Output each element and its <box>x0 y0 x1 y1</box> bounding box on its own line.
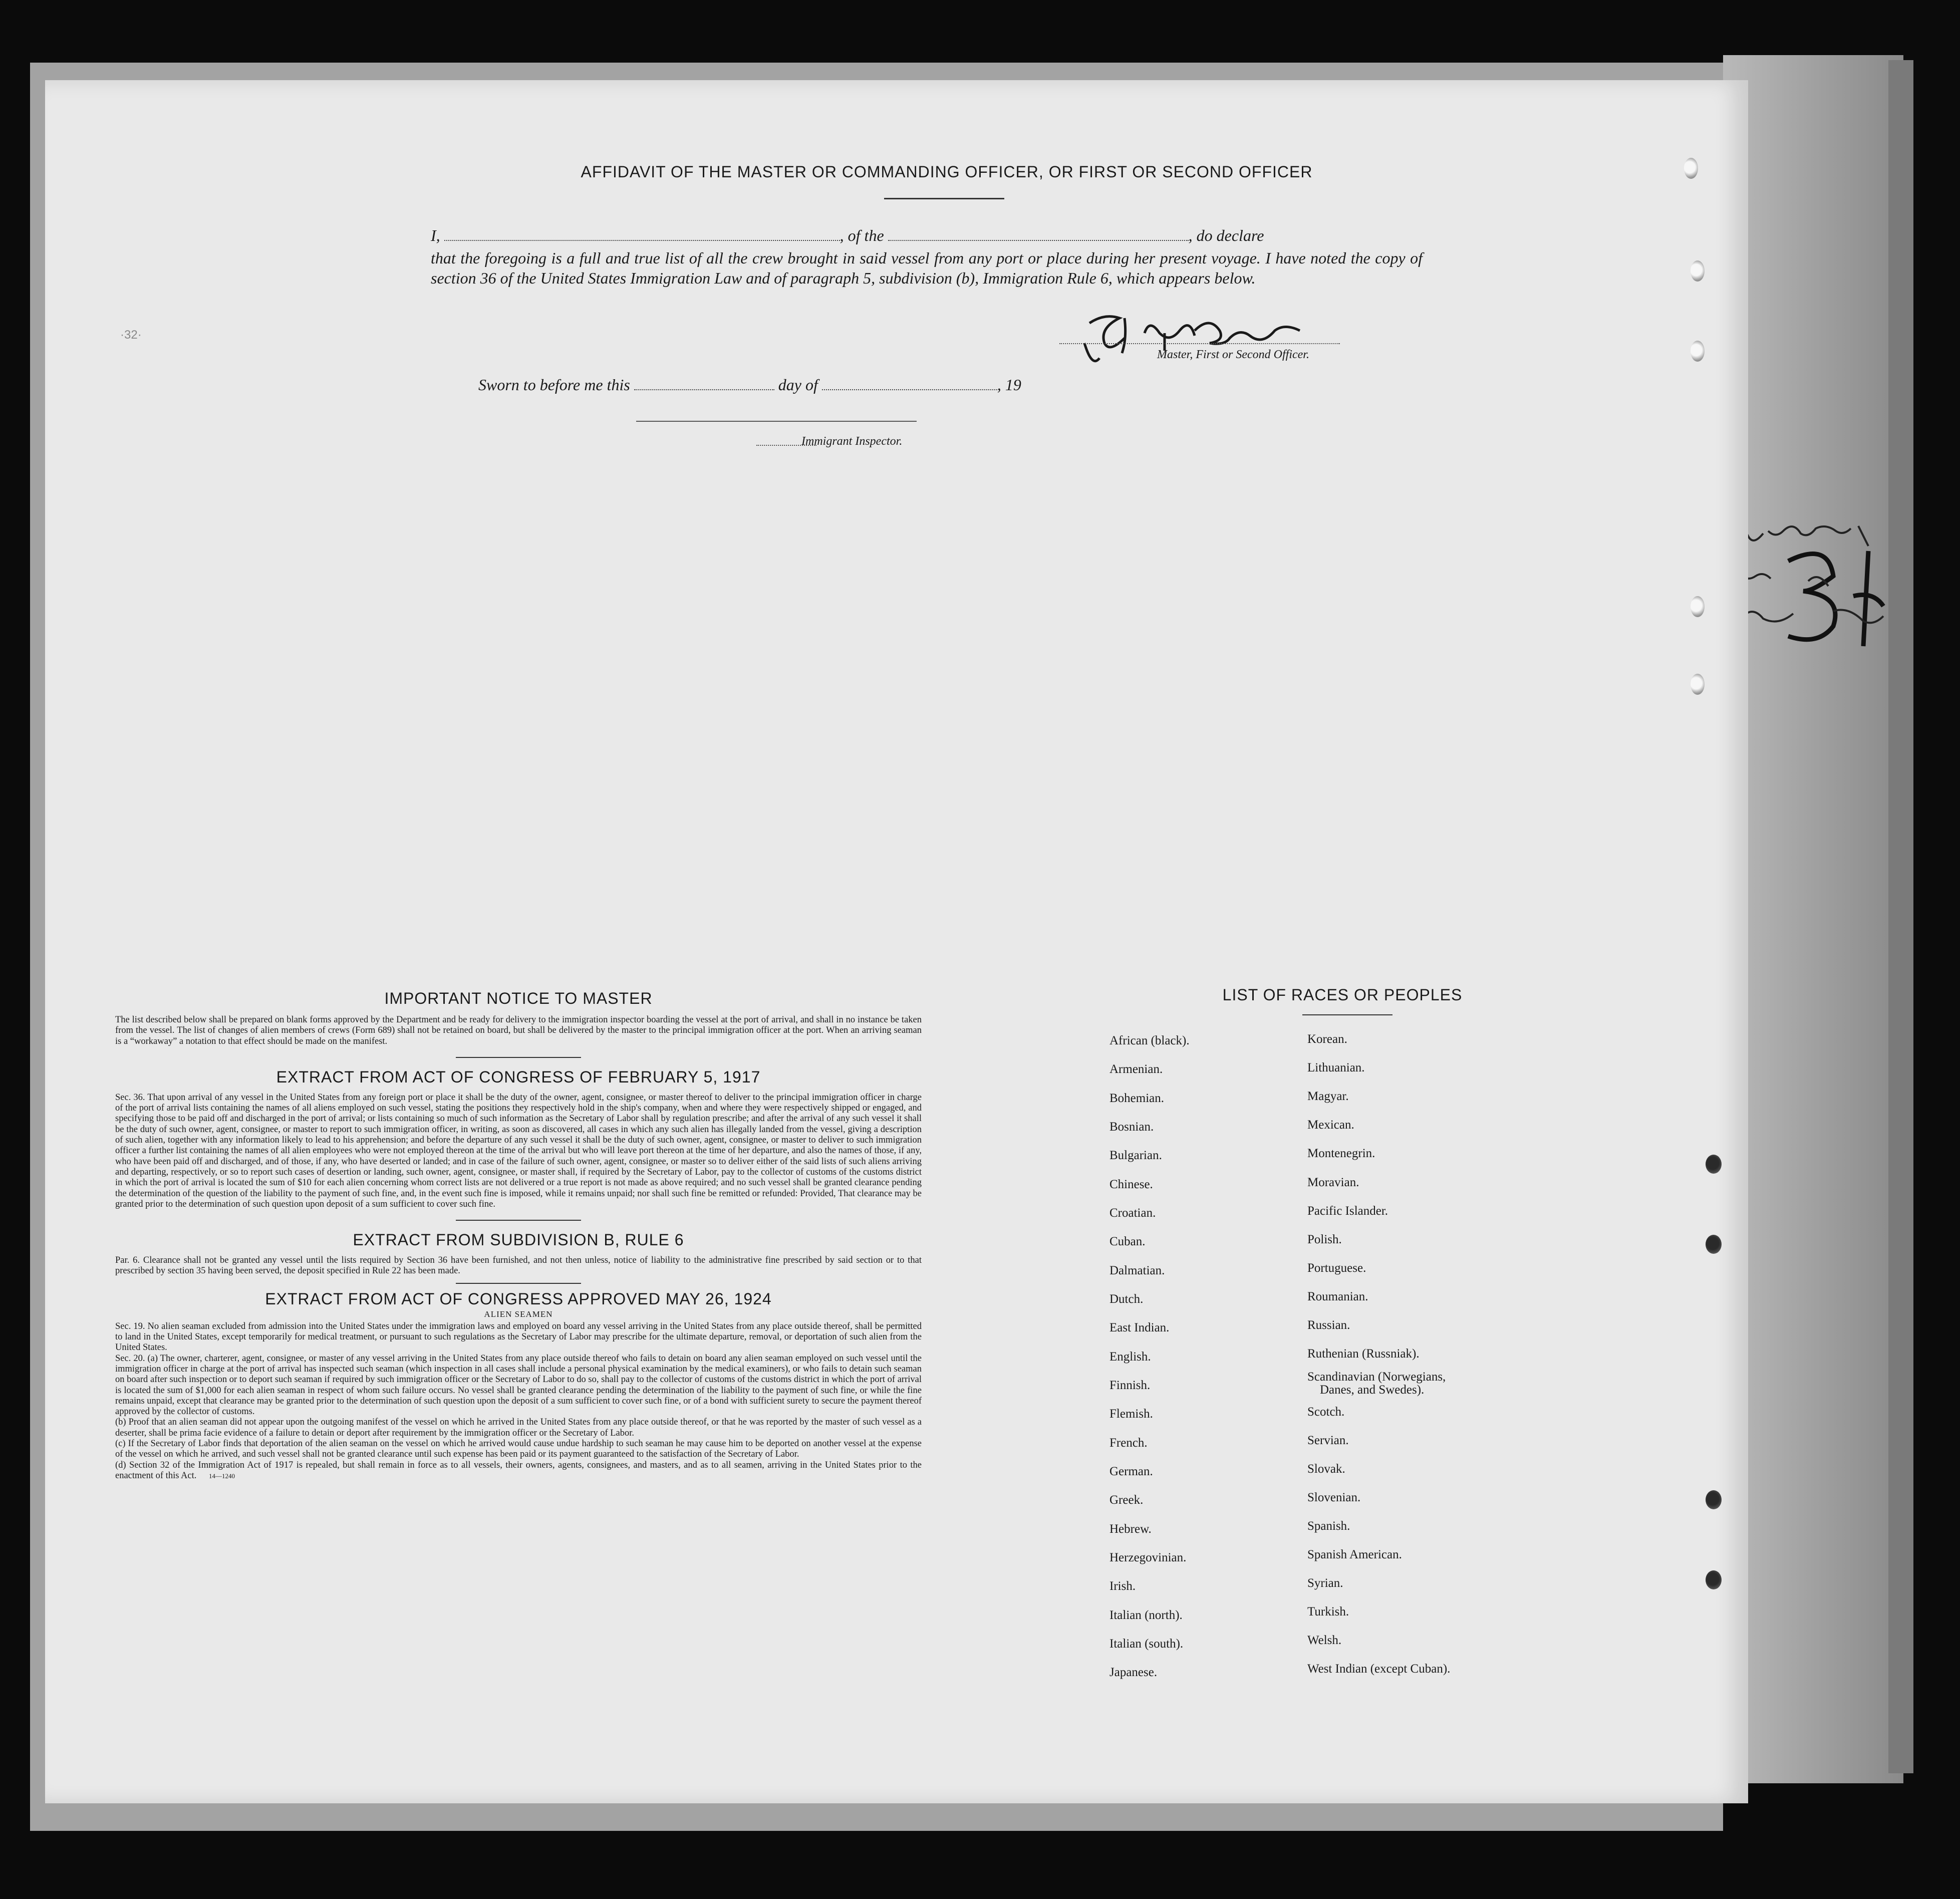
sworn-prefix: Sworn to before me this <box>478 376 630 394</box>
inspector-signature-line <box>636 421 917 422</box>
punch-hole <box>1706 1490 1722 1509</box>
race-right-item: Servian. <box>1307 1434 1349 1447</box>
inspector-caption: Immigrant Inspector. <box>801 435 903 448</box>
race-right-item: West Indian (except Cuban). <box>1307 1662 1451 1676</box>
race-right-item: Korean. <box>1307 1032 1347 1046</box>
race-left-item: Greek. <box>1109 1493 1144 1507</box>
sworn-month-blank[interactable] <box>822 378 997 390</box>
race-right-item: Pacific Islander. <box>1307 1204 1388 1218</box>
race-left-item: Flemish. <box>1109 1407 1153 1421</box>
affidavit-title: AFFIDAVIT OF THE MASTER OR COMMANDING OFFICER, OR FIRST OR SECOND OFFICER <box>581 163 1313 181</box>
race-right-item: Magyar. <box>1307 1090 1349 1103</box>
extract-rule6-heading: EXTRACT FROM SUBDIVISION B, RULE 6 <box>353 1231 684 1249</box>
race-left-item: Finnish. <box>1109 1379 1151 1392</box>
race-right-item: Scandinavian (Norwegians, <box>1307 1370 1446 1384</box>
extract-1924-paragraph: (b) Proof that an alien seaman did not appear upon the outgoing manifest of the vessel on which he arrived in the United States from any place outside thereof, or that he was reported by the master of such vessel as a deserter, shall be prima facie evidence of a failure to detain or deport after requirement by the immigration officer or the Secretary of Labor. <box>115 1417 922 1438</box>
underlying-sheet <box>1723 55 1903 1783</box>
race-left-item: Croatian. <box>1109 1206 1156 1220</box>
punch-hole <box>1706 1570 1722 1589</box>
race-right-item: Spanish American. <box>1307 1548 1402 1561</box>
race-left-item: Japanese. <box>1109 1666 1158 1679</box>
races-rule <box>1302 1014 1392 1015</box>
punch-hole <box>1706 1235 1722 1254</box>
race-right-item: Slovak. <box>1307 1462 1345 1476</box>
race-left-item: Cuban. <box>1109 1235 1146 1248</box>
title-rule <box>884 198 1004 199</box>
race-left-item: Italian (south). <box>1109 1637 1184 1651</box>
punch-hole <box>1691 596 1705 617</box>
handwritten-signature <box>1079 303 1360 378</box>
race-left-item: Armenian. <box>1109 1062 1163 1076</box>
race-right-item: Lithuanian. <box>1307 1061 1365 1074</box>
vessel-name-blank[interactable] <box>888 229 1189 241</box>
handwritten-side-note <box>1733 516 1913 666</box>
race-right-item: Syrian. <box>1307 1576 1343 1590</box>
race-left-item: Hebrew. <box>1109 1522 1152 1536</box>
race-right-item: Scotch. <box>1307 1405 1345 1419</box>
faint-stamp-mark: ·32· <box>120 328 142 342</box>
race-right-item: Russian. <box>1307 1318 1350 1332</box>
race-left-item: Herzegovinian. <box>1109 1551 1187 1564</box>
race-left-item: English. <box>1109 1350 1151 1364</box>
punch-hole <box>1691 674 1705 695</box>
officer-name-blank[interactable] <box>444 229 840 241</box>
race-left-item: African (black). <box>1109 1034 1190 1047</box>
race-left-item: Dutch. <box>1109 1292 1144 1306</box>
affidavit-declaration-line <box>431 226 1264 245</box>
race-right-item: Mexican. <box>1307 1118 1354 1132</box>
punch-hole <box>1691 341 1705 362</box>
extract-1924-final-text: (d) Section 32 of the Immigration Act of 1917 is repealed, but shall remain in force as to all vessels, their owners, agents, consignees, and masters, and as to all seamen, arriving in the United States prior to the enactment of this Act. <box>115 1460 922 1481</box>
race-left-item: Chinese. <box>1109 1178 1153 1191</box>
race-left-item: Bulgarian. <box>1109 1149 1162 1162</box>
affidavit-body: that the foregoing is a full and true list of all the crew brought in said vessel from any port or place during her present voyage. I have noted the copy of section 36 of the United States Immigration Law and of paragraph 5, subdivision (b), Immigration Rule 6, which appears below. <box>431 249 1423 287</box>
race-right-item: Polish. <box>1307 1233 1342 1246</box>
race-left-item: Bohemian. <box>1109 1092 1165 1105</box>
extract-1924-paragraph <box>115 1460 922 1482</box>
race-left-item: East Indian. <box>1109 1321 1170 1334</box>
race-right-item: Roumanian. <box>1307 1290 1368 1303</box>
sworn-day-blank[interactable] <box>634 378 774 390</box>
underlying-sheet-edge <box>1888 60 1913 1773</box>
race-left-item: German. <box>1109 1465 1153 1478</box>
race-left-item: Bosnian. <box>1109 1120 1154 1134</box>
section-divider <box>456 1057 581 1058</box>
race-right-item: Moravian. <box>1307 1176 1359 1189</box>
race-right-item: Ruthenian (Russniak). <box>1307 1347 1420 1361</box>
race-left-item: Italian (north). <box>1109 1608 1183 1622</box>
race-right-item: Portuguese. <box>1307 1261 1366 1275</box>
race-left-item: Irish. <box>1109 1579 1136 1593</box>
punch-hole <box>1706 1155 1722 1174</box>
page-shading <box>45 80 1748 1803</box>
sworn-middle: day of <box>778 376 818 394</box>
extract-1924-paragraph: Sec. 20. (a) The owner, charterer, agent, consignee, or master of any vessel arriving in the United States from any place outside thereof who fails to detain on board any alien seaman employed on such vessel until the immigration officer in charge at the port of arrival has inspected such seaman (which inspection in all cases shall include a personal physical examination by the medical examiners), or who fails to detain such seaman on board after such inspection or to deport such seaman if required by such immigration officer or the Secretary of Labor to do so, shall pay to the collector of customs of the customs district in which the port of arrival is located the sum of $1,000 for each alien seaman in respect of whom such failure occurs. No vessel shall be granted clearance pending the determination of the liability to the payment of such fine, or while the fine remains unpaid, except that clearance may be granted prior to the determination of such question upon the deposit of a sum sufficient to cover such fine, or of a bond with sufficient surety to secure the payment thereof approved by the collector of customs. <box>115 1353 922 1417</box>
form-number: 14—1240 <box>208 1472 235 1480</box>
race-right-item: Slovenian. <box>1307 1491 1361 1504</box>
race-right-item: Montenegrin. <box>1307 1147 1375 1160</box>
declaration-prefix: I, <box>431 226 440 244</box>
signature-line <box>1059 343 1340 344</box>
race-right-item: Danes, and Swedes). <box>1320 1383 1425 1397</box>
notice-heading: IMPORTANT NOTICE TO MASTER <box>384 989 653 1007</box>
signature-caption: Master, First or Second Officer. <box>1157 348 1309 361</box>
notice-text: The list described below shall be prepared on blank forms approved by the Department and be ready for delivery to the immigration inspector boarding the vessel at the port of arrival, and shall in no instance be taken from the vessel. The list of changes of alien members of crews (Form 689) shall not be retained on board, but shall be delivered by the master to the principal immigration officer at the port. When an arriving seaman is a “workaway” a notation to that effect should be made on the manifest. <box>115 1015 922 1046</box>
race-left-item: Dalmatian. <box>1109 1264 1165 1277</box>
extract-1924-heading: EXTRACT FROM ACT OF CONGRESS APPROVED MAY 26, 1924 <box>265 1289 772 1308</box>
alien-seamen-subheading: ALIEN SEAMEN <box>484 1309 553 1319</box>
punch-hole <box>1691 260 1705 282</box>
race-right-item: Spanish. <box>1307 1519 1350 1533</box>
declaration-suffix: , do declare <box>1188 226 1264 244</box>
extract-1917-text: Sec. 36. That upon arrival of any vessel in the United States from any foreign port or place it shall be the duty of the owner, agent, consignee, or master thereof to deliver to the principal immigration officer in charge of the port of arrival lists containing the names of all aliens employed on such vessel, stating the positions they respectively hold in the ship's company, when and where they were respectively shipped or engaged, and specifying those to be paid off and discharged in the port of arrival; or lists containing so much of such information as the Secretary of Labor shall by regulation prescribe; and after the arrival of any such vessel it shall be the duty of such owner, agent, consignee, or master to report to such immigration officer, in writing, as soon as discovered, all cases in which any such alien has illegally landed from the vessel, giving a description of such alien, together with any information likely to lead to his apprehension; and before the departure of any such vessel it shall be the duty of such owner, agent, consignee, or master to deliver to such immigration officer a further list containing the names of all alien employees who were not employed thereon at the time of the arrival but who will leave port thereon at the time of her departure, and also the names of those, if any, who have been paid off and discharged, and of those, if any, who have deserted or landed; and in case of the failure of such owner, agent, consignee, or master so to deliver either of the said lists of such aliens arriving and departing, respectively, or so to report such cases of desertion or landing, such owner, agent, consignee, or master shall, if required by the Secretary of Labor, pay to the collector of customs of the customs district in which the port of arrival is located the sum of $10 for each alien concerning whom correct lists are not delivered or a true report is not made as above required; and no such vessel shall be granted clearance pending the determination of the question of the liability to the payment of such fine, and, in the event such fine is imposed, while it remains unpaid; nor shall such fine be remitted or refunded: Provided, That clearance may be granted prior to the determination of such question upon deposit of a sum sufficient to cover such fine. <box>115 1092 922 1209</box>
race-left-item: French. <box>1109 1436 1148 1450</box>
races-heading: LIST OF RACES OR PEOPLES <box>1222 986 1463 1004</box>
notices-column <box>115 989 922 1481</box>
sworn-line <box>478 376 1021 394</box>
extract-1917-heading: EXTRACT FROM ACT OF CONGRESS OF FEBRUARY 5, 1917 <box>276 1067 761 1086</box>
extract-rule6-text: Par. 6. Clearance shall not be granted any vessel until the lists required by Section 36 have been furnished, and not then unless, notice of liability to the administrative fine prescribed by said section or to that prescribed by section 35 having been served, the deposit specified in Rule 22 has been made. <box>115 1255 922 1276</box>
punch-hole <box>1684 158 1698 179</box>
extract-1924-paragraph: (c) If the Secretary of Labor finds that deportation of the alien seaman on the vessel on which he arrived would cause undue hardship to such seaman he may cause him to be deported on another vessel at the expense of the vessel on which he arrived, and such vessel shall not be granted clearance until such expense has been paid or its payment guaranteed to the satisfaction of the Secretary of Labor. <box>115 1439 922 1460</box>
extract-1924-paragraph: Sec. 19. No alien seaman excluded from admission into the United States under the immigration laws and employed on board any vessel arriving in the United States from any place outside thereof, shall be permitted to land in the United States, except temporarily for medical treatment, or pursuant to such regulations as the Secretary of Labor may prescribe for the ultimate departure, removal, or deportation of such alien from the United States. <box>115 1321 922 1353</box>
section-divider <box>456 1283 581 1284</box>
declaration-middle: , of the <box>839 226 884 244</box>
manifest-page <box>45 80 1748 1803</box>
sworn-suffix: , 19 <box>997 376 1021 394</box>
section-divider <box>456 1220 581 1221</box>
race-right-item: Welsh. <box>1307 1634 1342 1647</box>
race-right-item: Turkish. <box>1307 1605 1349 1618</box>
